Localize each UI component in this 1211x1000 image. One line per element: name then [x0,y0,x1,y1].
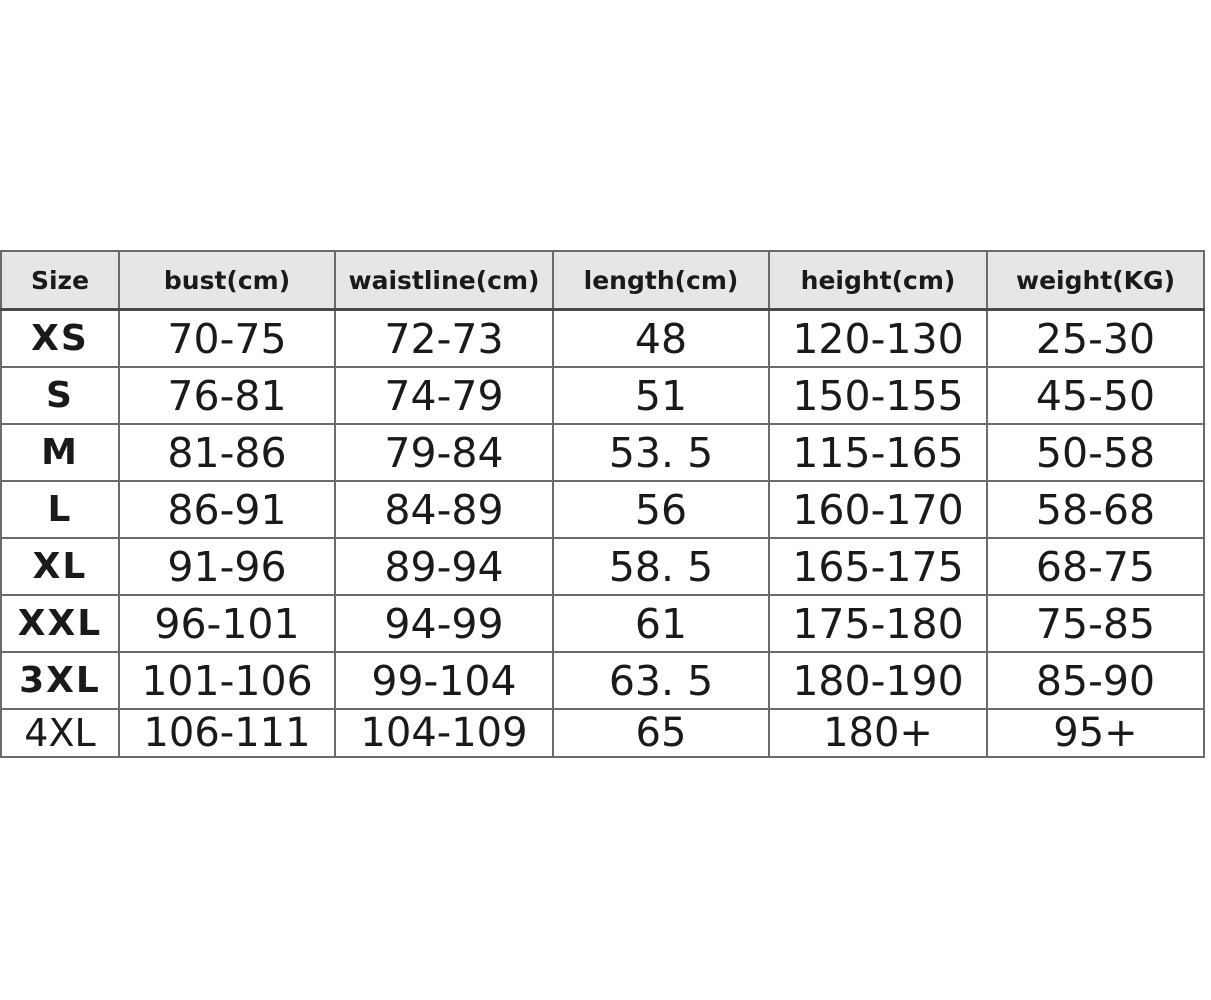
length-cell: 53. 5 [553,424,769,481]
bust-cell: 81-86 [119,424,335,481]
header-length: length(cm) [553,251,769,310]
length-cell: 51 [553,367,769,424]
weight-cell: 95+ [987,709,1204,757]
table-row [1,709,1204,757]
bust-cell: 91-96 [119,538,335,595]
weight-cell: 58-68 [987,481,1204,538]
length-cell: 63. 5 [553,652,769,709]
table-row [1,424,1204,481]
header-bust: bust(cm) [119,251,335,310]
height-cell: 165-175 [769,538,987,595]
size-cell: S [1,367,119,424]
table-row [1,310,1204,368]
waistline-cell: 72-73 [335,310,553,368]
size-cell: L [1,481,119,538]
header-weight: weight(KG) [987,251,1204,310]
size-cell: XS [1,310,119,368]
bust-cell: 86-91 [119,481,335,538]
waistline-cell: 94-99 [335,595,553,652]
bust-cell: 96-101 [119,595,335,652]
length-cell: 58. 5 [553,538,769,595]
table-row [1,652,1204,709]
length-cell: 56 [553,481,769,538]
size-cell: XXL [1,595,119,652]
bust-cell: 101-106 [119,652,335,709]
size-cell: 3XL [1,652,119,709]
weight-cell: 85-90 [987,652,1204,709]
size-chart-table [0,250,1205,758]
weight-cell: 25-30 [987,310,1204,368]
waistline-cell: 84-89 [335,481,553,538]
table-row [1,481,1204,538]
length-cell: 48 [553,310,769,368]
header-waistline: waistline(cm) [335,251,553,310]
size-cell: 4XL [1,709,119,757]
height-cell: 180+ [769,709,987,757]
waistline-cell: 79-84 [335,424,553,481]
length-cell: 61 [553,595,769,652]
table-row [1,367,1204,424]
waistline-cell: 74-79 [335,367,553,424]
size-cell: M [1,424,119,481]
height-cell: 150-155 [769,367,987,424]
table-row [1,538,1204,595]
header-height: height(cm) [769,251,987,310]
height-cell: 180-190 [769,652,987,709]
size-cell: XL [1,538,119,595]
header-row [1,251,1204,310]
bust-cell: 76-81 [119,367,335,424]
bust-cell: 70-75 [119,310,335,368]
weight-cell: 75-85 [987,595,1204,652]
height-cell: 115-165 [769,424,987,481]
length-cell: 65 [553,709,769,757]
height-cell: 160-170 [769,481,987,538]
waistline-cell: 104-109 [335,709,553,757]
height-cell: 175-180 [769,595,987,652]
waistline-cell: 99-104 [335,652,553,709]
weight-cell: 50-58 [987,424,1204,481]
waistline-cell: 89-94 [335,538,553,595]
bust-cell: 106-111 [119,709,335,757]
header-size: Size [1,251,119,310]
height-cell: 120-130 [769,310,987,368]
weight-cell: 68-75 [987,538,1204,595]
weight-cell: 45-50 [987,367,1204,424]
table-row [1,595,1204,652]
